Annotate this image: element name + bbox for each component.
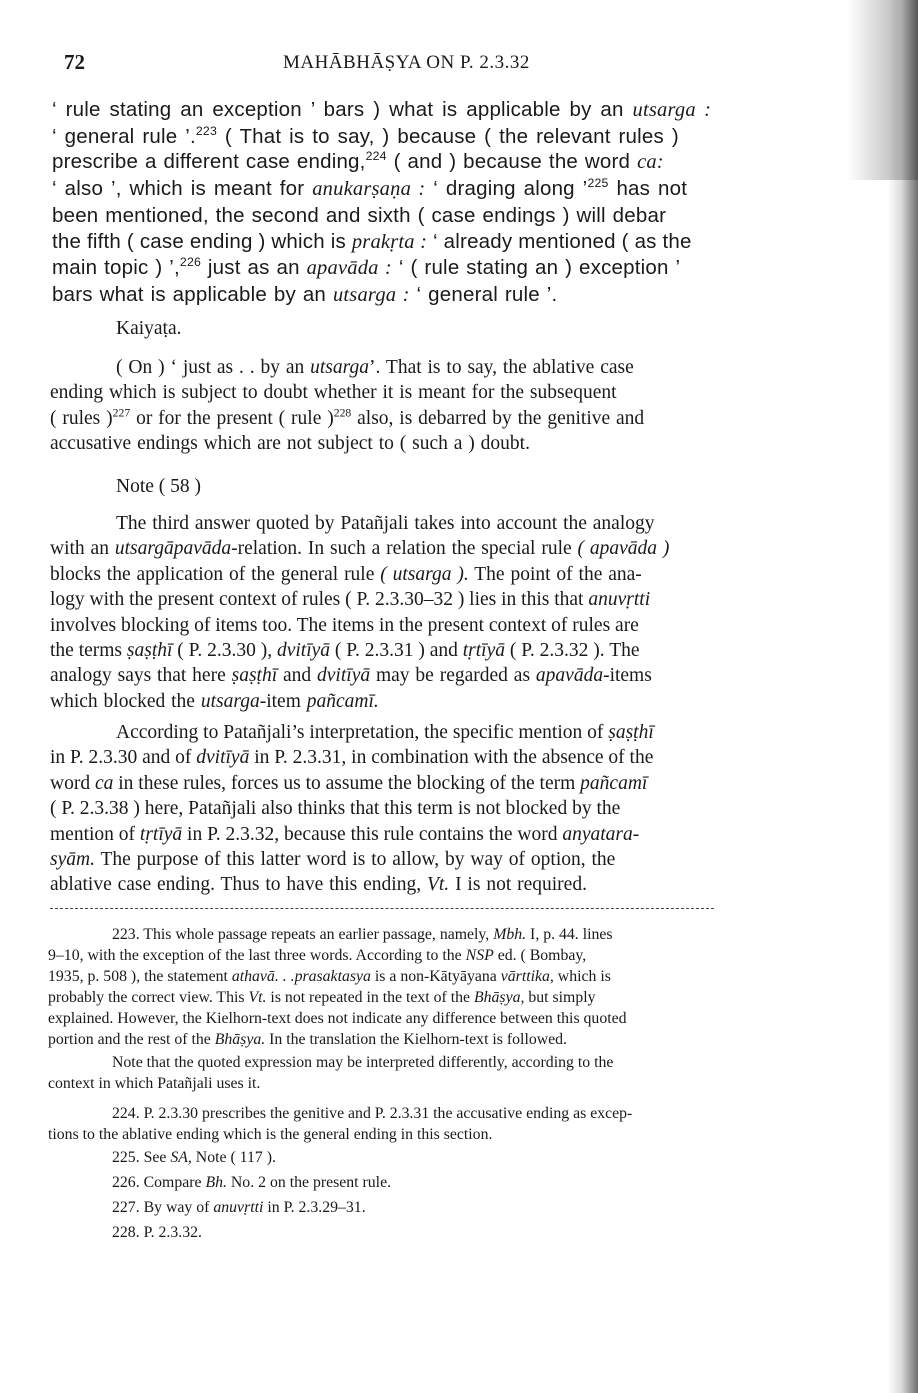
running-title: MAHĀBHĀṢYA ON P. 2.3.32 bbox=[283, 52, 530, 73]
text-line: ed. ( Bombay, bbox=[493, 947, 587, 964]
term: tṛtīyā bbox=[462, 640, 505, 662]
text-line: I is not required. bbox=[449, 874, 587, 896]
term: Vt. bbox=[248, 989, 267, 1006]
text-line: blocks the application of the general rule bbox=[50, 563, 375, 585]
text-line: and bbox=[277, 665, 312, 687]
text-line: ‘ already mentioned ( as the bbox=[433, 229, 692, 253]
text-line: ‘ ( rule stating an ) exception ’ bbox=[398, 256, 681, 280]
text-line: the terms bbox=[50, 640, 123, 662]
footnote-227 bbox=[112, 1199, 366, 1217]
footnote-ref: 228 bbox=[333, 406, 352, 420]
footnote-ref: 225 bbox=[587, 176, 609, 191]
text-line: mention of bbox=[50, 823, 136, 845]
text-line: in P. 2.3.32, because this rule contains the word bbox=[182, 823, 558, 845]
term: dvitīyā bbox=[196, 747, 250, 769]
text-line: been mentioned, the second and sixth ( case endings ) will debar bbox=[52, 203, 667, 227]
text-line: prescribe a different case ending, bbox=[52, 150, 366, 174]
text-line: -relation. In such a relation the special rule bbox=[231, 538, 572, 560]
text-line: ( P. 2.3.31 ) and bbox=[330, 640, 458, 662]
term: tṛtīyā bbox=[139, 823, 183, 845]
text-line: with an bbox=[50, 538, 109, 560]
term: Bhāṣya. bbox=[214, 1031, 266, 1048]
page-number: 72 bbox=[64, 50, 85, 74]
text-line: According to Patañjali’s interpretation, the specific mention of bbox=[116, 722, 604, 743]
term: athavā. . .prasaktasya bbox=[231, 968, 371, 985]
text-line: ( P. 2.3.32 ). The bbox=[505, 640, 640, 662]
text-line: -item bbox=[259, 690, 301, 712]
text-line: ( On ) ‘ just as . . by an bbox=[116, 357, 305, 378]
term: pañcamī bbox=[580, 772, 648, 794]
term: ca bbox=[94, 772, 114, 794]
text-line: has not bbox=[608, 177, 688, 201]
term: dvitīyā bbox=[276, 640, 331, 662]
text-line: I, p. 44. lines bbox=[526, 926, 613, 943]
term: dvitīyā bbox=[317, 665, 371, 687]
text-line: word bbox=[50, 772, 91, 794]
text-line: The third answer quoted by Patañjali takes into account the analogy bbox=[116, 513, 655, 534]
term: apavāda bbox=[535, 665, 604, 687]
text-line: in P. 2.3.31, in combination with the absence of the bbox=[249, 747, 654, 769]
text-line: logy with the present context of rules ( P. 2.3.30–32 ) lies in this that bbox=[50, 589, 584, 611]
text-line: 225. See bbox=[112, 1149, 167, 1166]
text-line: main topic ) ’, bbox=[52, 256, 180, 280]
term: Bh. bbox=[205, 1174, 227, 1191]
footnote-ref: 223 bbox=[195, 123, 217, 138]
text-line: in P. 2.3.30 and of bbox=[50, 747, 192, 769]
text-line: 1935, p. 508 ), the statement bbox=[48, 968, 228, 985]
term: vārttika, bbox=[500, 968, 554, 985]
text-line: Note that the quoted expression may be interpreted differently, according to the bbox=[112, 1054, 614, 1071]
text-line: ‘ general rule ’. bbox=[52, 124, 196, 148]
text-line: involves blocking of items too. The items in the present context of rules are bbox=[50, 614, 639, 636]
term: apavāda : bbox=[306, 257, 392, 280]
text-line: the fifth ( case ending ) which is bbox=[52, 229, 346, 253]
text-line: 9–10, with the exception of the last three words. According to the bbox=[48, 947, 462, 964]
term: NSP bbox=[465, 947, 494, 964]
note-heading: Note ( 58 ) bbox=[116, 476, 202, 497]
text-line: explained. However, the Kielhorn-text does not indicate any difference between this quoted bbox=[48, 1010, 627, 1027]
term: utsargāpavāda bbox=[114, 538, 232, 560]
text-line: but simply bbox=[524, 989, 596, 1006]
text-line: bars what is applicable by an bbox=[52, 282, 327, 306]
term: anuvṛtti bbox=[588, 589, 651, 611]
text-line: also, is debarred by the genitive and bbox=[351, 407, 645, 429]
text-line: portion and the rest of the bbox=[48, 1031, 211, 1048]
footnote-225 bbox=[112, 1149, 276, 1167]
text-line: The purpose of this latter word is to allow, by way of option, the bbox=[94, 849, 616, 871]
term: syām. bbox=[50, 849, 95, 871]
term: ṣaṣṭhī bbox=[126, 640, 173, 662]
term: SA, bbox=[170, 1149, 192, 1166]
note-paragraph-2 bbox=[50, 720, 754, 898]
text-line: accusative endings which are not subject to ( such a ) doubt. bbox=[50, 433, 530, 455]
page-header bbox=[0, 48, 918, 82]
term: ca: bbox=[637, 151, 664, 174]
footnote-ref: 226 bbox=[179, 255, 202, 270]
text-line: or for the present ( rule ) bbox=[130, 407, 334, 429]
text-line: context in which Patañjali uses it. bbox=[48, 1075, 261, 1092]
text-line: 226. Compare bbox=[112, 1174, 202, 1191]
term: prakṛta : bbox=[351, 230, 428, 253]
text-line: is not repeated in the text of the bbox=[266, 989, 471, 1006]
text-line: 224. P. 2.3.30 prescribes the genitive and P. 2.3.31 the accusative ending as excep- bbox=[112, 1105, 633, 1122]
footnote-226 bbox=[112, 1174, 391, 1192]
term: utsarga : bbox=[332, 283, 410, 306]
term: Mbh. bbox=[493, 926, 527, 943]
text-line: in P. 2.3.29–31. bbox=[263, 1199, 366, 1216]
page-edge-shadow bbox=[888, 0, 918, 1393]
term: utsarga bbox=[310, 357, 370, 378]
text-line: ( and ) because the word bbox=[386, 150, 631, 174]
term: utsarga : bbox=[632, 99, 712, 121]
text-line: analogy says that here bbox=[50, 665, 226, 687]
footnote-223 bbox=[48, 924, 750, 1050]
text-line: may be regarded as bbox=[370, 665, 531, 687]
term: utsarga bbox=[200, 690, 260, 712]
footnote-224 bbox=[48, 1103, 750, 1145]
translation-paragraph bbox=[52, 97, 757, 309]
text-line: The point of the ana- bbox=[468, 563, 642, 585]
kaiyata-paragraph bbox=[50, 355, 754, 457]
text-line: ’. That is to say, the ablative case bbox=[369, 357, 634, 378]
term: ( apavāda ) bbox=[577, 538, 670, 560]
text-line: is a non-Kātyāyana bbox=[370, 968, 497, 985]
kaiyata-heading: Kaiyaṭa. bbox=[116, 318, 182, 339]
footnote-ref: 224 bbox=[365, 149, 387, 164]
text-line: tions to the ablative ending which is the general ending in this section. bbox=[48, 1126, 493, 1143]
text-line: ‘ rule stating an exception ’ bars ) what is applicable by an bbox=[52, 98, 624, 121]
term: Bhāṣya, bbox=[473, 989, 525, 1006]
term: pañcamī. bbox=[306, 690, 379, 712]
text-line: just as an bbox=[201, 256, 300, 280]
term: anyatara- bbox=[562, 823, 640, 845]
note-paragraph-1 bbox=[50, 511, 754, 714]
text-line: -items bbox=[603, 665, 652, 687]
text-line: ( rules ) bbox=[50, 407, 113, 429]
term: ṣaṣṭhī bbox=[231, 665, 278, 687]
text-line: which is bbox=[553, 968, 611, 985]
term: Vt. bbox=[426, 874, 450, 896]
text-line: ( P. 2.3.30 ), bbox=[172, 640, 273, 662]
text-line: ‘ draging along ’ bbox=[433, 177, 588, 201]
term: ( utsarga ). bbox=[380, 563, 469, 585]
text-line: which blocked the bbox=[50, 690, 195, 712]
text-line: 227. By way of bbox=[112, 1199, 210, 1216]
text-line: in these rules, forces us to assume the blocking of the term bbox=[113, 772, 576, 794]
footnote-228: 228. P. 2.3.32. bbox=[112, 1224, 202, 1241]
footnote-separator bbox=[50, 908, 714, 909]
text-line: In the translation the Kielhorn-text is followed. bbox=[265, 1031, 567, 1048]
text-line: ablative case ending. Thus to have this ending, bbox=[50, 874, 422, 896]
term: anukarṣaṇa : bbox=[312, 178, 426, 201]
text-line: Note ( 117 ). bbox=[191, 1149, 276, 1166]
text-line: ( That is to say, ) because ( the relevant rules ) bbox=[217, 124, 679, 148]
text-line: ending which is subject to doubt whether it is meant for the subsequent bbox=[50, 382, 617, 404]
footnote-ref: 227 bbox=[112, 406, 131, 420]
text-line: probably the correct view. This bbox=[48, 989, 245, 1006]
text-line: ( P. 2.3.38 ) here, Patañjali also thinks that this term is not blocked by the bbox=[50, 798, 621, 820]
text-line: 223. This whole passage repeats an earlier passage, namely, bbox=[112, 926, 490, 943]
text-line: ‘ general rule ’. bbox=[416, 282, 558, 306]
term: ṣaṣṭhī bbox=[608, 722, 654, 743]
term: anuvṛtti bbox=[213, 1199, 264, 1216]
text-line: No. 2 on the present rule. bbox=[226, 1174, 392, 1191]
footnote-note bbox=[48, 1052, 750, 1094]
text-line: ‘ also ’, which is meant for bbox=[52, 177, 305, 201]
